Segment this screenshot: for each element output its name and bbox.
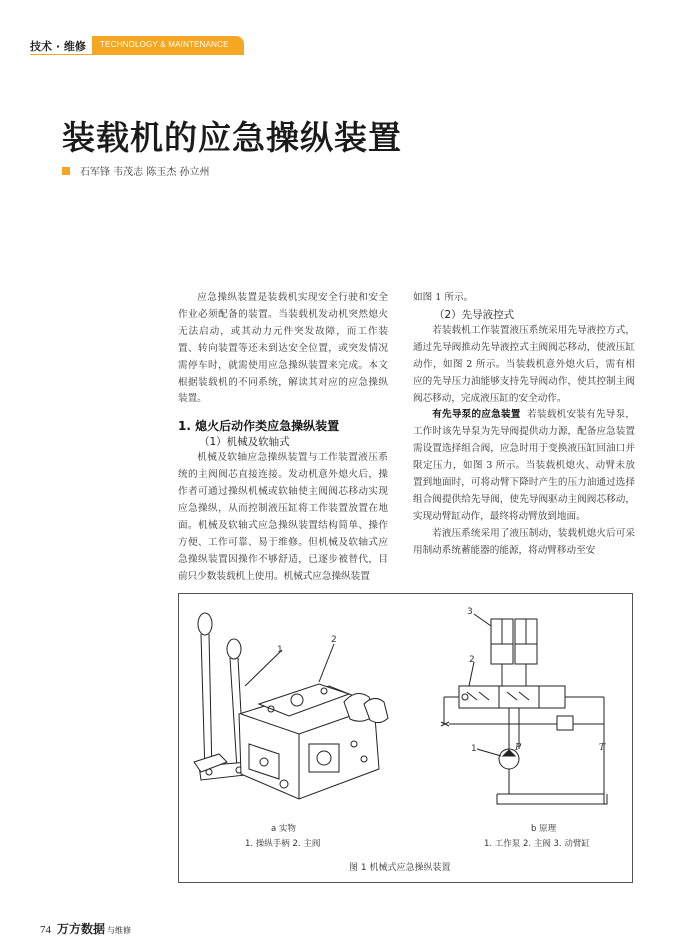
body-paragraph: 如图 1 所示。	[413, 292, 474, 303]
port-P-label: P	[515, 743, 522, 753]
valve-photo-illustration	[194, 613, 388, 799]
section-category: 技术 · 维修	[30, 40, 86, 53]
section-header	[0, 36, 244, 54]
figure-1	[178, 593, 633, 883]
magazine-subtitle: 与维修	[107, 926, 132, 935]
column-left	[178, 290, 388, 586]
author-line	[62, 163, 210, 178]
hydraulic-schematic	[441, 614, 607, 804]
authors: 石军锋 韦茂志 陈玉杰 孙立州	[80, 167, 210, 178]
legend-a: 1. 操纵手柄 2. 主阀	[245, 839, 321, 849]
caption-a: a 实物	[271, 824, 296, 834]
callout-1a: 1	[277, 645, 283, 655]
magazine-name: 万方数据	[57, 922, 106, 936]
legend-b: 1. 工作泵 2. 主阀 3. 动臂缸	[484, 839, 590, 849]
callout-3b: 3	[467, 607, 473, 617]
subsection-heading-1: （1）机械及软轴式	[199, 436, 290, 449]
port-T-label: T	[599, 743, 606, 753]
page-number: 74	[40, 924, 51, 936]
intro-paragraph: 应急操纵装置是装载机实现安全行驶和安全作业必须配备的装置。当装载机发动机突然熄火无法启动，或其动力元件突发故障，而工作装置、转向装置等还未到达安全位置，或突发情况需停车时，就需使用应急操纵装置来完成。本文根据装载机的不同系统，解读其对应的应急操纵装置。	[178, 292, 388, 405]
page-footer	[40, 920, 131, 937]
body-paragraph: 若液压系统采用了液压制动，装载机熄火后可采用制动系统蓄能器的能源，将动臂移动至安	[413, 527, 635, 556]
bullet-square-icon	[62, 167, 70, 175]
callout-1b: 1	[471, 744, 477, 754]
run-in-heading: 有先导泵的应急装置	[432, 409, 521, 421]
section-heading-1: 1. 熄火后动作类应急操纵装置	[178, 419, 340, 434]
article-title: 装载机的应急操纵装置	[62, 118, 402, 157]
body-paragraph	[413, 407, 635, 525]
caption-b: b 原理	[531, 824, 557, 834]
figure-title: 图 1 机械式应急操纵装置	[349, 863, 451, 873]
column-right	[413, 290, 635, 560]
callout-2b: 2	[469, 655, 475, 665]
section-tab: TECHNOLOGY & MAINTENANCE	[92, 36, 244, 54]
body-text: 若装载机安装有先导泵，工作时该先导泵为先导阀提供动力源，配备应急装置需设置选择组合阀，应急时用于变换液压缸回油口并限定压力，如图 3 所示。当装载机熄火、动臂未放置到地面时，可将动臂下降时产生的压力油通过选择组合阀提供给先导阀，使先导阀驱动主阀阀芯移动，实现动臂缸动作，最终将动臂放到地面。	[413, 409, 636, 522]
subsection-heading-2: （2）先导液控式	[434, 308, 515, 321]
callout-2a: 2	[331, 635, 337, 645]
header-rule	[30, 54, 244, 55]
body-paragraph: 机械及软轴应急操纵装置与工作装置液压系统的主阀阀芯直接连接。发动机意外熄火后，操作者可通过操纵机械或软轴使主阀阀芯移动实现应急操纵，从而控制液压缸将工作装置放置在地面。机械及软轴式应急操纵装置结构简单、操作方便、工作可靠、易于维修。但机械及软轴式应急操纵装置因操作不够舒适，已逐步被替代，目前只少数装载机上使用。机械式应急操纵装置	[178, 452, 388, 582]
body-paragraph: 若装载机工作装置液压系统采用先导液控方式，通过先导阀推动先导液控式主阀阀芯移动，使液压缸动作，如图 2 所示。当装载机意外熄火后，需有相应的先导压力油能够支持先导阀动作，使其控制主阀阀芯移动，完成液压缸的安全动作。	[413, 324, 635, 404]
